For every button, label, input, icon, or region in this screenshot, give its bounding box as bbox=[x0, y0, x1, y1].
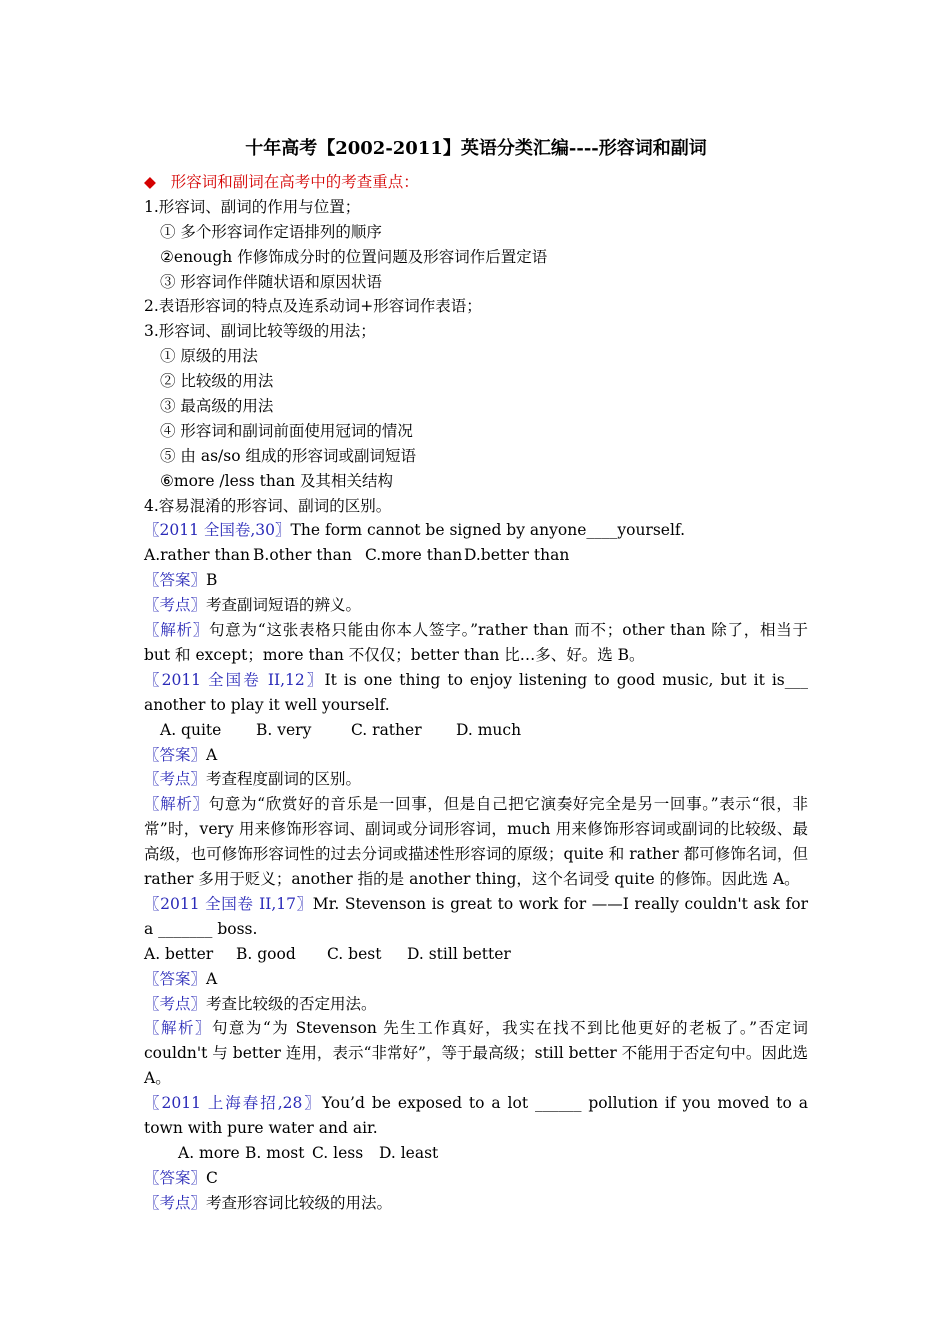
topic-tag: 〖考点〗 bbox=[144, 770, 207, 789]
topic-text: 考查形容词比较级的用法。 bbox=[206, 1193, 393, 1212]
topic-text: 考查副词短语的辨义。 bbox=[206, 596, 362, 615]
answer-tag: 〖答案〗 bbox=[144, 571, 207, 590]
answer-line bbox=[144, 568, 808, 593]
key-point-3-item: ⑤ 由 as/so 组成的形容词或副词短语 bbox=[160, 446, 416, 465]
page-title: 十年高考【2002-2011】英语分类汇编----形容词和副词 bbox=[245, 138, 707, 159]
question-3-options bbox=[144, 942, 808, 967]
option-a: A.rather than bbox=[144, 546, 250, 565]
analysis-tag: 〖解析〗 bbox=[144, 795, 209, 814]
key-point-3-item: ① 原级的用法 bbox=[160, 347, 258, 366]
option-d: D. much bbox=[456, 720, 522, 739]
answer-tag: 〖答案〗 bbox=[144, 1168, 207, 1187]
question-2-options bbox=[144, 718, 808, 743]
option-c: C.more than bbox=[365, 546, 463, 565]
key-point-1-item: ③ 形容词作伴随状语和原因状语 bbox=[160, 272, 382, 291]
question-text: Mr. Stevenson is great to work for ——I really couldn't ask for a _______ boss. bbox=[144, 894, 808, 938]
answer-line bbox=[144, 743, 808, 768]
option-b: B. good bbox=[236, 944, 296, 963]
answer-value: C bbox=[206, 1168, 218, 1187]
question-3-stem bbox=[144, 892, 808, 942]
key-point-3-item: ③ 最高级的用法 bbox=[160, 397, 274, 416]
option-b: B. most bbox=[245, 1143, 305, 1162]
key-point-4: 4.容易混淆的形容词、副词的区别。 bbox=[144, 496, 392, 515]
key-point-1-item: ②enough 作修饰成分时的位置问题及形容词作后置定语 bbox=[160, 247, 548, 266]
key-point-2: 2.表语形容词的特点及连系动词+形容词作表语； bbox=[144, 297, 482, 316]
topic-line bbox=[144, 593, 808, 618]
answer-tag: 〖答案〗 bbox=[144, 969, 207, 988]
topic-line bbox=[144, 1191, 808, 1216]
question-source: 〖2011 上海春招,28〗 bbox=[144, 1094, 322, 1113]
analysis-tag: 〖解析〗 bbox=[144, 621, 210, 640]
question-2-stem bbox=[144, 668, 808, 718]
option-d: D. still better bbox=[407, 944, 511, 963]
option-a: A. more bbox=[178, 1143, 240, 1162]
key-point-3: 3.形容词、副词比较等级的用法； bbox=[144, 322, 376, 341]
key-point-1: 1.形容词、副词的作用与位置； bbox=[144, 197, 361, 216]
analysis-paragraph bbox=[144, 618, 808, 668]
answer-line bbox=[144, 967, 808, 992]
question-4-options bbox=[144, 1141, 808, 1166]
key-points-heading-text: 形容词和副词在高考中的考查重点： bbox=[170, 173, 419, 191]
question-text: The form cannot be signed by anyone____yourself. bbox=[290, 521, 686, 540]
option-a: A. better bbox=[144, 944, 214, 963]
key-point-3-item: ② 比较级的用法 bbox=[160, 372, 274, 391]
option-c: C. less bbox=[312, 1143, 364, 1162]
topic-line bbox=[144, 767, 808, 792]
answer-line bbox=[144, 1166, 808, 1191]
key-point-3-item: ④ 形容词和副词前面使用冠词的情况 bbox=[160, 421, 413, 440]
key-point-3-item: ⑥more /less than 及其相关结构 bbox=[160, 471, 393, 490]
question-text: It is one thing to enjoy listening to good music, but it is___ another to play it well yourself. bbox=[144, 670, 808, 714]
topic-line bbox=[144, 992, 808, 1017]
topic-text: 考查程度副词的区别。 bbox=[206, 770, 362, 789]
question-source: 〖2011 全国卷,30〗 bbox=[144, 521, 291, 540]
option-d: D.better than bbox=[464, 546, 570, 565]
question-source: 〖2011 全国卷 II,17〗 bbox=[144, 894, 313, 913]
analysis-paragraph bbox=[144, 792, 808, 892]
analysis-text: 句意为“欣赏好的音乐是一回事，但是自己把它演奏好完全是另一回事。”表示“很，非常”时，very 用来修饰形容词、副词或分词形容词，much 用来修饰形容词或副词的比较级、最高级，也可修饰形容词性的过去分词或描述性形容词的原级；quite 和 rather 都可修饰名词，但 rather 多用于贬义；another 指的是 another thing，这个名词受 quite 的修饰。因此选 A。 bbox=[144, 795, 808, 889]
key-points-heading bbox=[144, 170, 808, 195]
topic-tag: 〖考点〗 bbox=[144, 994, 207, 1013]
analysis-paragraph bbox=[144, 1016, 808, 1091]
topic-tag: 〖考点〗 bbox=[144, 1193, 207, 1212]
analysis-text: 句意为“这张表格只能由你本人签字。”rather than 而不；other than 除了，相当于 but 和 except；more than 不仅仅；better than 比…多、好。选 B。 bbox=[144, 621, 808, 664]
question-1-stem bbox=[144, 518, 808, 543]
question-1-options bbox=[144, 543, 808, 568]
question-source: 〖2011 全国卷 II,12〗 bbox=[144, 670, 325, 689]
analysis-text: 句意为“为 Stevenson 先生工作真好，我实在找不到比他更好的老板了。”否定词 couldn't 与 better 连用，表示“非常好”，等于最高级；still better 不能用于否定句中。因此选 A。 bbox=[144, 1019, 808, 1088]
option-b: B. very bbox=[256, 720, 312, 739]
topic-text: 考查比较级的否定用法。 bbox=[206, 994, 377, 1013]
question-4-stem bbox=[144, 1091, 808, 1141]
answer-value: B bbox=[206, 571, 218, 590]
option-c: C. best bbox=[327, 944, 382, 963]
diamond-bullet-icon: ◆ bbox=[144, 173, 156, 191]
answer-value: A bbox=[206, 969, 218, 988]
document-page bbox=[144, 134, 808, 1216]
question-text: You’d be exposed to a lot ______ pollution if you moved to a town with pure water and air. bbox=[144, 1094, 809, 1138]
option-d: D. least bbox=[379, 1143, 439, 1162]
option-a: A. quite bbox=[160, 720, 222, 739]
answer-value: A bbox=[206, 745, 218, 764]
topic-tag: 〖考点〗 bbox=[144, 596, 207, 615]
option-c: C. rather bbox=[351, 720, 422, 739]
answer-tag: 〖答案〗 bbox=[144, 745, 207, 764]
key-point-1-item: ① 多个形容词作定语排列的顺序 bbox=[160, 222, 382, 241]
option-b: B.other than bbox=[253, 546, 352, 565]
analysis-tag: 〖解析〗 bbox=[144, 1019, 212, 1038]
